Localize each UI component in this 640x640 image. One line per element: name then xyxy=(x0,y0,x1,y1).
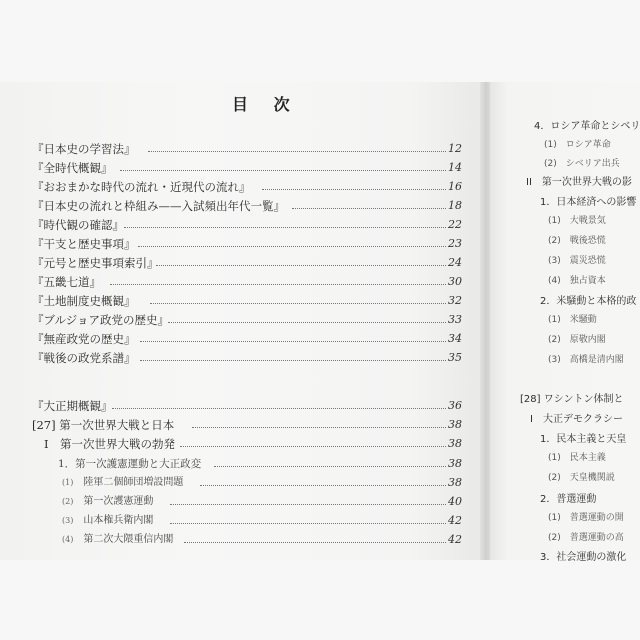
toc-entry: 『時代観の確認』 22 xyxy=(32,218,462,232)
right-entry: 3．社会運動の激化 xyxy=(540,552,627,563)
toc-entry: (3) 山本権兵衛内閣 42 xyxy=(62,514,462,527)
toc-entry: 『土地制度史概観』 32 xyxy=(32,294,462,308)
right-entry: (2) 戦後恐慌 xyxy=(548,236,606,246)
right-entry: (2) 普選運動の高 xyxy=(548,533,624,543)
toc-entry: I 第一次世界大戦の勃発 38 xyxy=(44,437,462,451)
right-entry: I 大正デモクラシー xyxy=(530,414,623,425)
toc-entry: (1) 陸軍二個師団増設問題 38 xyxy=(62,476,462,489)
toc-entry: 『元号と歴史事項索引』 24 xyxy=(32,256,462,270)
right-entry: (3) 震災恐慌 xyxy=(548,256,606,266)
toc-entry: 『日本史の学習法』 12 xyxy=(32,142,462,156)
toc-entry: 『五畿七道』 30 xyxy=(32,275,462,289)
toc-entry: (4) 第二次大隈重信内閣 42 xyxy=(62,533,462,546)
right-entry: [28] ワシントン体制と xyxy=(520,394,624,405)
right-entry: 2．米騒動と本格的政 xyxy=(540,296,637,307)
toc-entry: 『ブルジョア政党の歴史』 33 xyxy=(32,313,462,327)
right-entry: 2．普選運動 xyxy=(540,494,597,505)
toc-entry: 『干支と歴史事項』 23 xyxy=(32,237,462,251)
toc-entry: 1．第一次護憲運動と大正政変 38 xyxy=(58,457,462,470)
right-entry: (2) 天皇機関説 xyxy=(548,473,615,483)
right-entry: (4) 独占資本 xyxy=(548,276,606,286)
right-entry: (1) 普選運動の開 xyxy=(548,513,624,523)
toc-entry: 『戦後の政党系譜』 35 xyxy=(32,351,462,365)
right-entry: 1．民本主義と天皇 xyxy=(540,434,627,445)
toc-entry: 『日本史の流れと枠組み——入試頻出年代一覧』 18 xyxy=(32,199,462,213)
toc-entry: [27] 第一次世界大戦と日本 38 xyxy=(32,418,462,432)
toc-entry: (2) 第一次護憲運動 40 xyxy=(62,495,462,508)
right-entry: (1) 大戦景気 xyxy=(548,216,606,226)
right-entry: 1．日本経済への影響 xyxy=(540,197,637,208)
toc-entry: 『大正期概観』 36 xyxy=(32,399,462,413)
toc-title: 目 次 xyxy=(232,95,300,114)
right-entry: (1) 民本主義 xyxy=(548,453,606,463)
right-entry: (1) 米騒動 xyxy=(548,315,597,325)
right-entry: (1) ロシア革命 xyxy=(544,140,611,150)
right-entry: 4．ロシア革命とシベリ xyxy=(534,121,640,132)
right-entry: II 第一次世界大戦の影 xyxy=(526,177,632,188)
right-entry: (3) 高橋是清内閣 xyxy=(548,355,624,365)
toc-entry: 『無産政党の歴史』 34 xyxy=(32,332,462,346)
right-entry: (2) 原敬内閣 xyxy=(548,335,606,345)
toc-entry: 『全時代概観』 14 xyxy=(32,161,462,175)
right-entry: (2) シベリア出兵 xyxy=(544,159,620,169)
toc-entry: 『おおまかな時代の流れ・近現代の流れ』 16 xyxy=(32,180,462,194)
